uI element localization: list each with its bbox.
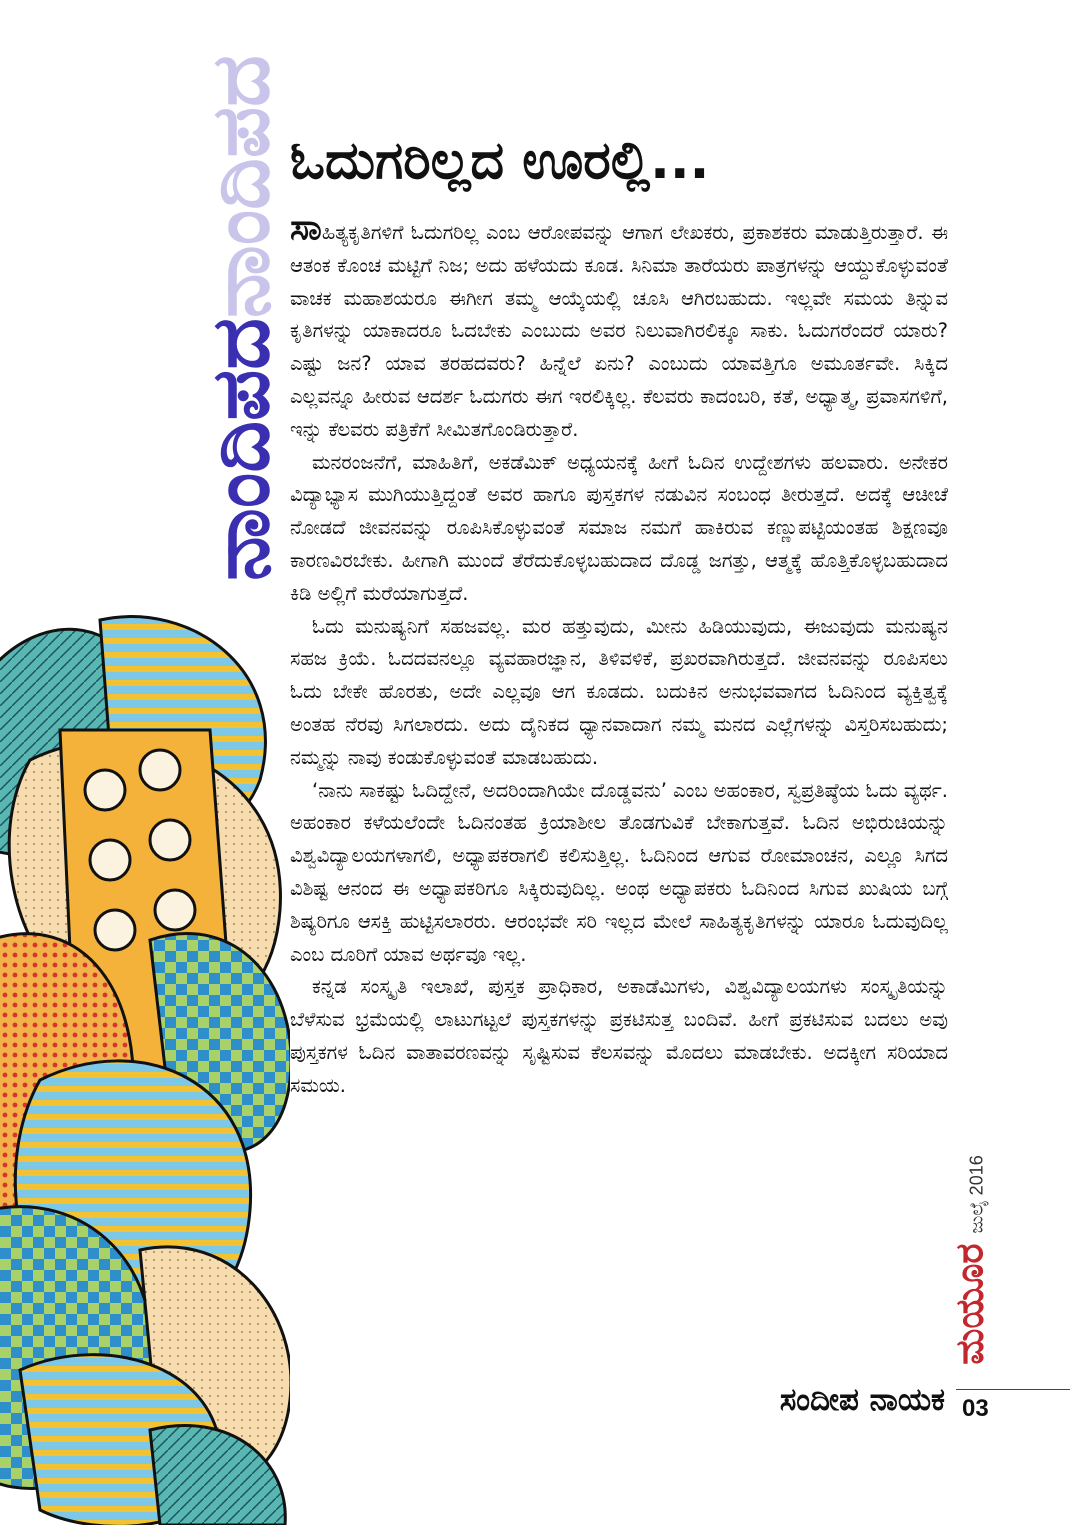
paragraph-1 bbox=[290, 207, 948, 447]
article-headline: ಓದುಗರಿಲ್ಲದ ಊರಲ್ಲಿ... bbox=[290, 131, 710, 191]
page-number: 03 bbox=[962, 1395, 989, 1422]
magazine-footer-meta bbox=[925, 1140, 1015, 1380]
footer-rule bbox=[956, 1389, 1070, 1390]
drop-cap: ಸಾ bbox=[290, 207, 322, 248]
issue-date: ಜುಲೈ 2016 bbox=[966, 1155, 987, 1234]
magazine-name: ಮಯೂರ bbox=[947, 1243, 992, 1365]
paragraph-5: ಕನ್ನಡ ಸಂಸ್ಕೃತಿ ಇಲಾಖೆ, ಪುಸ್ತಕ ಪ್ರಾಧಿಕಾರ, ಅಕಾಡೆಮಿಗಳು, ವಿಶ್ವವಿದ್ಯಾಲಯಗಳು ಸಂಸ್ಕೃತಿಯನ್ನು ಬೆಳೆಸುವ ಭ್ರಮೆಯಲ್ಲಿ ಲಾಟುಗಟ್ಟಲೆ ಪುಸ್ತಕಗಳನ್ನು ಪ್ರಕಟಿಸುತ್ತ ಬಂದಿವೆ. ಹೀಗೆ ಪ್ರಕಟಿಸುವ ಬದಲು ಅವು ಪುಸ್ತಕಗಳ ಓದಿನ ವಾತಾವರಣವನ್ನು ಸೃಷ್ಟಿಸುವ ಕೆಲಸವನ್ನು ಮೊದಲು ಮಾಡಬೇಕು. ಅದಕ್ಕೀಗ ಸರಿಯಾದ ಸಮಯ. bbox=[290, 975, 948, 1097]
column-title-dark: ನಾಂದಿಪದ bbox=[194, 318, 287, 581]
article-body bbox=[290, 207, 948, 1103]
paragraph-1-text: ಹಿತ್ಯಕೃತಿಗಳಿಗೆ ಓದುಗರಿಲ್ಲ ಎಂಬ ಆರೋಪವನ್ನು ಆಗಾಗ ಲೇಖಕರು, ಪ್ರಕಾಶಕರು ಮಾಡುತ್ತಿರುತ್ತಾರೆ. ಈ ಆತಂಕ ಕೊಂಚ ಮಟ್ಟಿಗೆ ನಿಜ; ಅದು ಹಳೆಯದು ಕೂಡ. ಸಿನಿಮಾ ತಾರೆಯರು ಪಾತ್ರಗಳನ್ನು ಆಯ್ದುಕೊಳ್ಳುವಂತೆ ವಾಚಕ ಮಹಾಶಯರೂ ಈಗೀಗ ತಮ್ಮ ಆಯ್ಕೆಯಲ್ಲಿ ಚೂಸಿ ಆಗಿರಬಹುದು. ಇಲ್ಲವೇ ಸಮಯ ತಿನ್ನುವ ಕೃತಿಗಳನ್ನು ಯಾಕಾದರೂ ಓದಬೇಕು ಎಂಬುದು ಅವರ ನಿಲುವಾಗಿರಲಿಕ್ಕೂ ಸಾಕು. ಓದುಗರೆಂದರೆ ಯಾರು? ಎಷ್ಟು ಜನ? ಯಾವ ತರಹದವರು? ಹಿನ್ನೆಲೆ ಏನು? ಎಂಬುದು ಯಾವತ್ತಿಗೂ ಅಮೂರ್ತವೇ. ಸಿಕ್ಕಿದ ಎಲ್ಲವನ್ನೂ ಹೀರುವ ಆದರ್ಶ ಓದುಗರು ಈಗ ಇರಲಿಕ್ಕಿಲ್ಲ. ಕೆಲವರು ಕಾದಂಬರಿ, ಕತೆ, ಅಧ್ಯಾತ್ಮ, ಪ್ರವಾಸಗಳಿಗೆ, ಇನ್ನು ಕೆಲವರು ಪತ್ರಿಕೆಗೆ ಸೀಮಿತಗೊಂಡಿರುತ್ತಾರೆ. bbox=[290, 221, 948, 441]
paragraph-4: ‘ನಾನು ಸಾಕಷ್ಟು ಓದಿದ್ದೇನೆ, ಅದರಿಂದಾಗಿಯೇ ದೊಡ್ಡವನು’ ಎಂಬ ಅಹಂಕಾರ, ಸ್ವಪ್ರತಿಷ್ಠೆಯ ಓದು ವ್ಯರ್ಥ. ಅಹಂಕಾರ ಕಳೆಯಲೆಂದೇ ಓದಿನಂತಹ ಕ್ರಿಯಾಶೀಲ ತೊಡಗುವಿಕೆ ಬೇಕಾಗುತ್ತವೆ. ಓದಿನ ಅಭಿರುಚಿಯನ್ನು ವಿಶ್ವವಿದ್ಯಾಲಯಗಳಾಗಲಿ, ಅಧ್ಯಾಪಕರಾಗಲಿ ಕಲಿಸುತ್ತಿಲ್ಲ. ಓದಿನಿಂದ ಆಗುವ ರೋಮಾಂಚನ, ಎಲ್ಲೂ ಸಿಗದ ವಿಶಿಷ್ಟ ಆನಂದ ಈ ಅಧ್ಯಾಪಕರಿಗೂ ಸಿಕ್ಕಿರುವುದಿಲ್ಲ. ಅಂಥ ಅಧ್ಯಾಪಕರು ಓದಿನಿಂದ ಸಿಗುವ ಖುಷಿಯ ಬಗ್ಗೆ ಶಿಷ್ಯರಿಗೂ ಆಸಕ್ತಿ ಹುಟ್ಟಿಸಲಾರರು. ಆರಂಭವೇ ಸರಿ ಇಲ್ಲದ ಮೇಲೆ ಸಾಹಿತ್ಯಕೃತಿಗಳನ್ನು ಯಾರೂ ಓದುವುದಿಲ್ಲ ಎಂಬ ದೂರಿಗೆ ಯಾವ ಅರ್ಥವೂ ಇಲ್ಲ. bbox=[290, 778, 948, 966]
paragraph-2: ಮನರಂಜನೆಗೆ, ಮಾಹಿತಿಗೆ, ಅಕಡೆಮಿಕ್ ಅಧ್ಯಯನಕ್ಕೆ ಹೀಗೆ ಓದಿನ ಉದ್ದೇಶಗಳು ಹಲವಾರು. ಅನೇಕರ ವಿದ್ಯಾಭ್ಯಾಸ ಮುಗಿಯುತ್ತಿದ್ದಂತೆ ಅವರ ಹಾಗೂ ಪುಸ್ತಕಗಳ ನಡುವಿನ ಸಂಬಂಧ ತೀರುತ್ತದೆ. ಅದಕ್ಕೆ ಆಚೀಚೆ ನೋಡದೆ ಜೀವನವನ್ನು ರೂಪಿಸಿಕೊಳ್ಳುವಂತೆ ಸಮಾಜ ನಮಗೆ ಹಾಕಿರುವ ಕಣ್ಣುಪಟ್ಟಿಯಂತಹ ಶಿಕ್ಷಣವೂ ಕಾರಣವಿರಬೇಕು. ಹೀಗಾಗಿ ಮುಂದೆ ತೆರೆದುಕೊಳ್ಳಬಹುದಾದ ದೊಡ್ಡ ಜಗತ್ತು, ಆತ್ಮಕ್ಕೆ ಹೊತ್ತಿಕೊಳ್ಳಬಹುದಾದ ಕಿಡಿ ಅಲ್ಲಿಗೆ ಮರೆಯಾಗುತ್ತದೆ. bbox=[290, 450, 948, 605]
author-byline: ಸಂದೀಪ ನಾಯಕ bbox=[779, 1382, 945, 1418]
paragraph-3: ಓದು ಮನುಷ್ಯನಿಗೆ ಸಹಜವಲ್ಲ. ಮರ ಹತ್ತುವುದು, ಮೀನು ಹಿಡಿಯುವುದು, ಈಜುವುದು ಮನುಷ್ಯನ ಸಹಜ ಕ್ರಿಯೆ. ಓದದವನಲ್ಲೂ ವ್ಯವಹಾರಜ್ಞಾನ, ತಿಳಿವಳಿಕೆ, ಪ್ರಖರವಾಗಿರುತ್ತದೆ. ಜೀವನವನ್ನು ರೂಪಿಸಲು ಓದು ಬೇಕೇ ಹೊರತು, ಅದೇ ಎಲ್ಲವೂ ಆಗ ಕೂಡದು. ಬದುಕಿನ ಅನುಭವವಾಗದ ಓದಿನಿಂದ ವ್ಯಕ್ತಿತ್ವಕ್ಕೆ ಅಂತಹ ನೆರವು ಸಿಗಲಾರದು. ಅದು ದೈನಿಕದ ಧ್ಯಾನವಾದಾಗ ನಮ್ಮ ಮನದ ಎಲ್ಲೆಗಳನ್ನು ವಿಸ್ತರಿಸಬಹುದು; ನಮ್ಮನ್ನು ನಾವು ಕಂಡುಕೊಳ್ಳುವಂತೆ ಮಾಡಬಹುದು. bbox=[290, 614, 948, 769]
decorative-illustration bbox=[0, 610, 290, 1525]
column-title-light: ನಾಂದಿಪದ bbox=[194, 55, 287, 318]
column-title bbox=[196, 38, 286, 598]
